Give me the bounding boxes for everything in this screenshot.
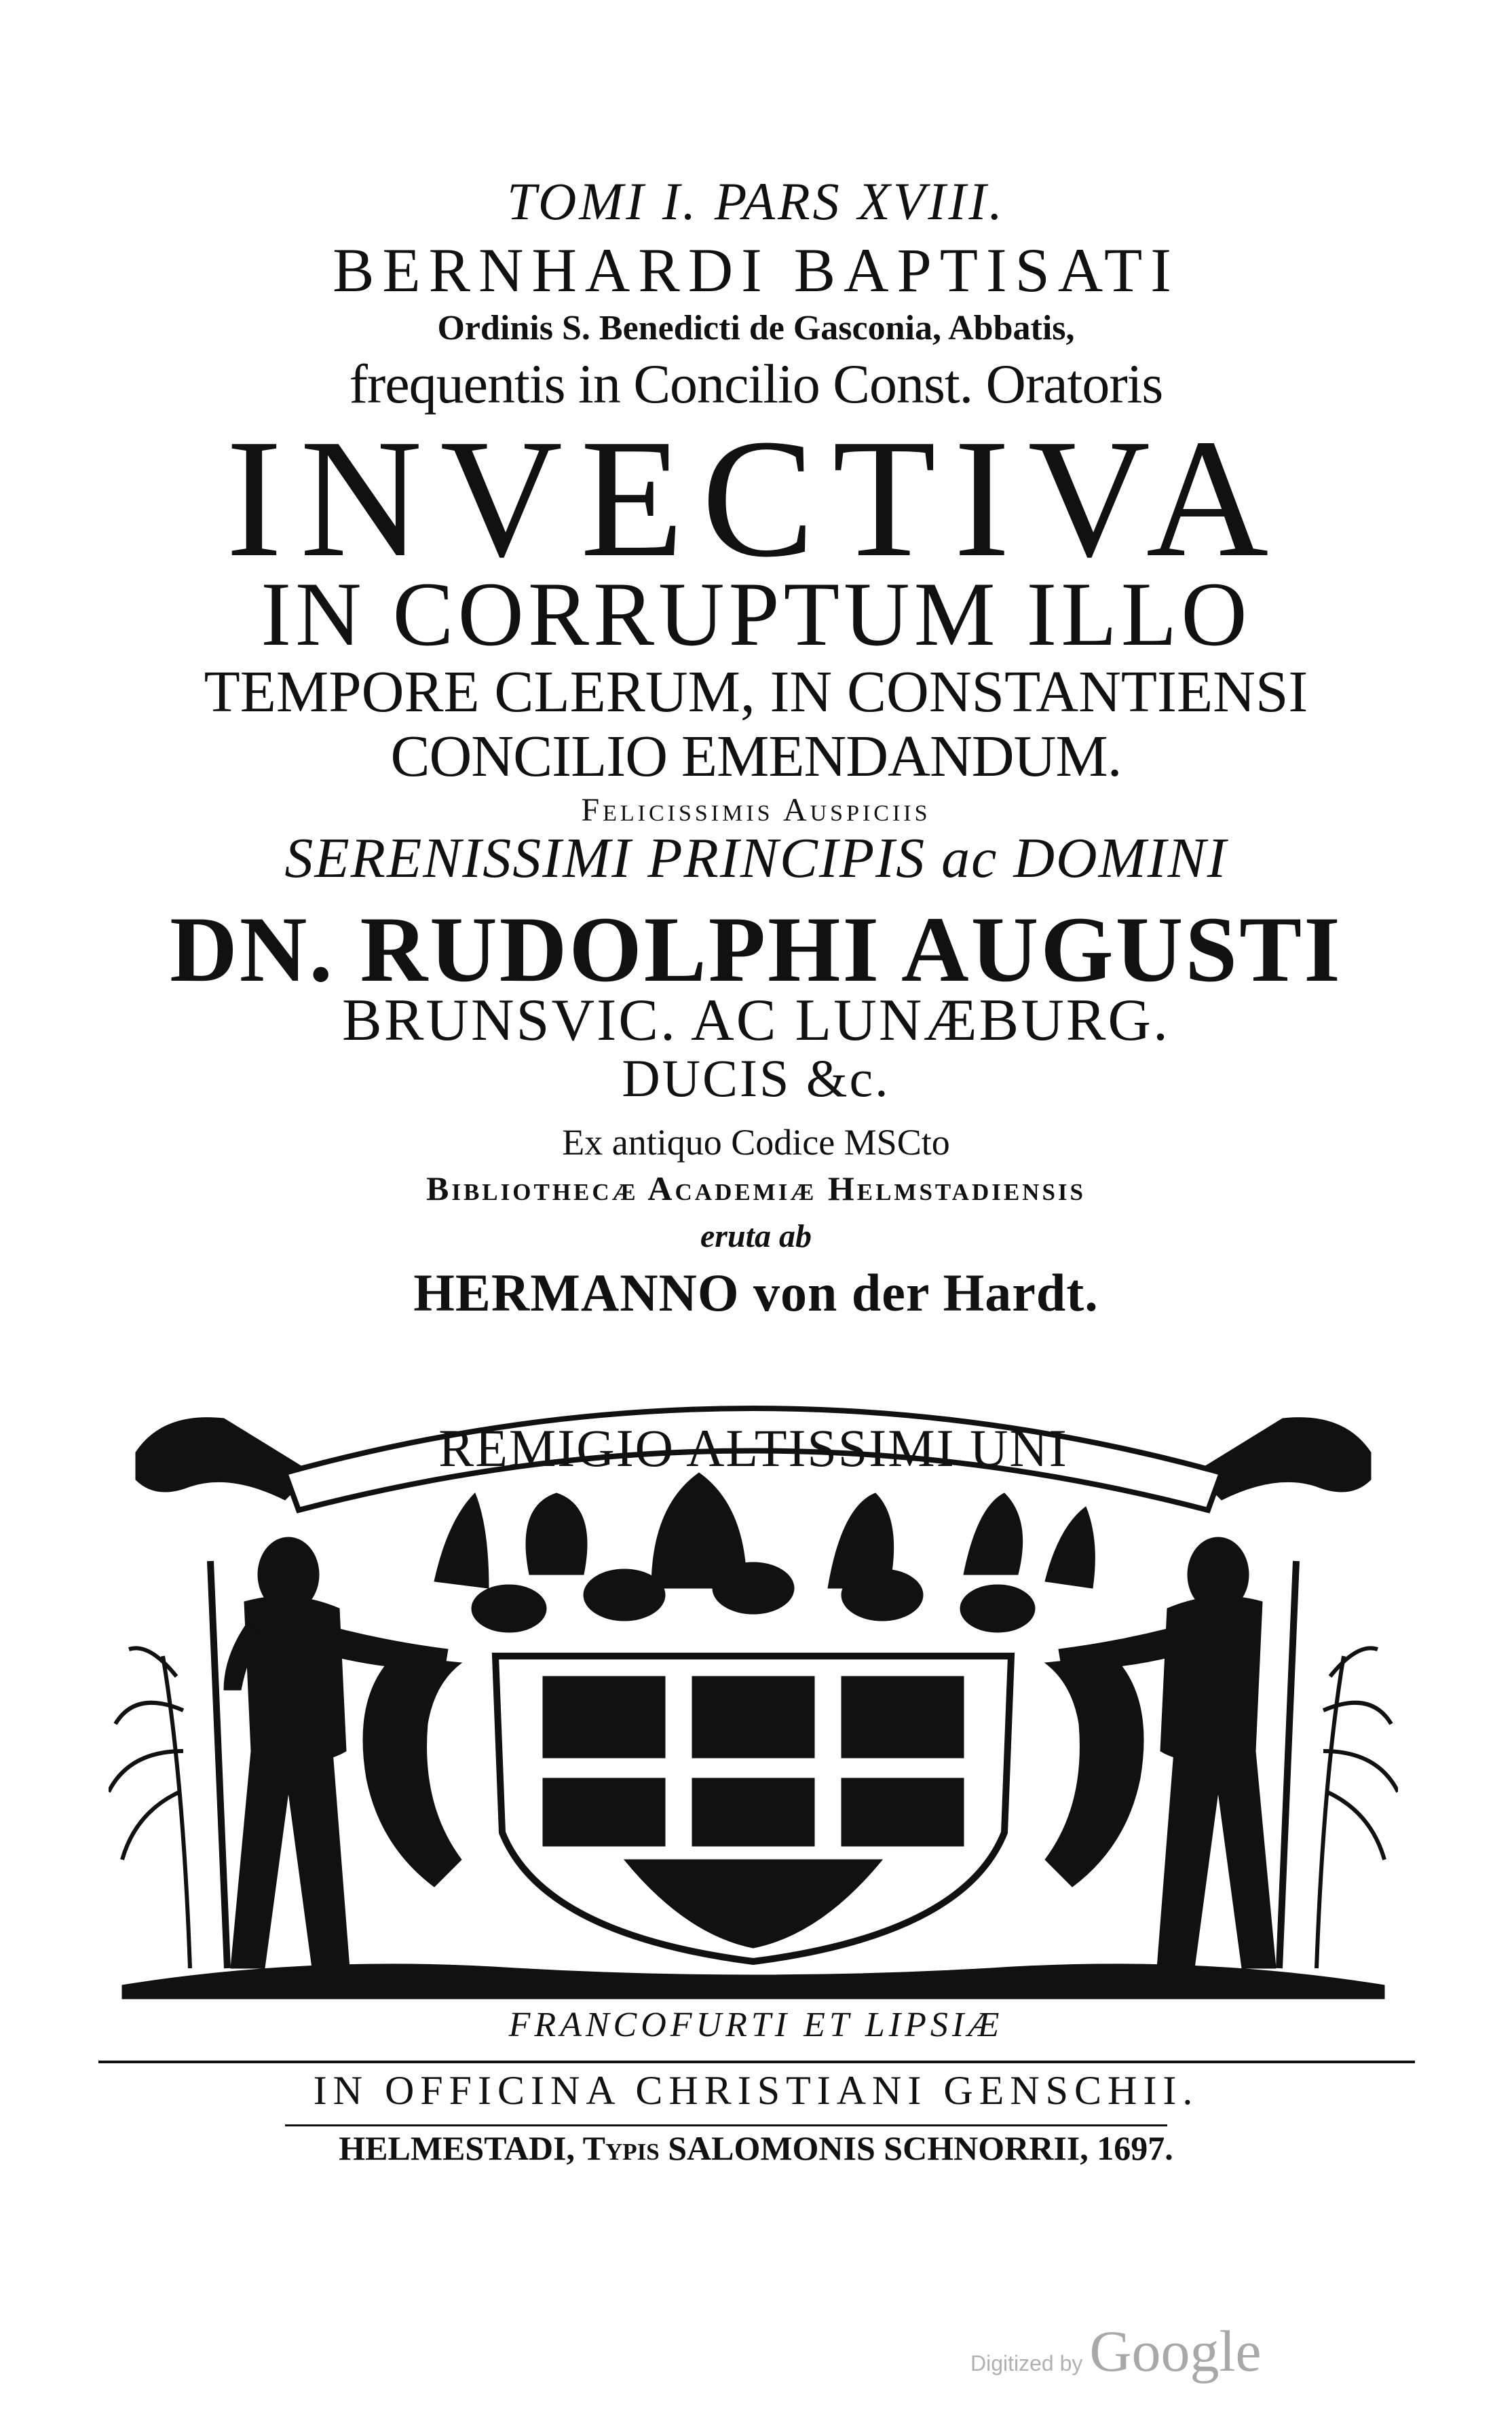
editor-name: HERMANNO von der Hardt.: [413, 1263, 1099, 1322]
subtitle-line-1: IN CORRUPTUM ILLO: [261, 564, 1251, 665]
imprint-rule-bottom: [285, 2124, 1167, 2126]
editor-intro: eruta ab: [700, 1218, 812, 1254]
imprint-rule-top: [98, 2061, 1415, 2063]
source-codex: Ex antiquo Codice MSCto: [562, 1122, 950, 1163]
google-logo: Google: [1089, 2318, 1262, 2384]
author-order: Ordinis S. Benedicti de Gasconia, Abbatis,: [437, 309, 1075, 348]
emblem-motto: REMIGIO ALTISSIMI UNI: [438, 1419, 1068, 1478]
dedicatee-name: DN. RUDOLPHI AUGUSTI: [170, 897, 1342, 1001]
subtitle-line-3: CONCILIO EMENDANDUM.: [390, 723, 1122, 789]
imprint-publisher: IN OFFICINA CHRISTIANI GENSCHII.: [313, 2068, 1199, 2113]
digitized-by-label: Digitized by: [970, 2351, 1083, 2375]
coat-of-arms-engraving: [109, 1371, 1398, 2002]
author-role: frequentis in Concilio Const. Oratoris: [349, 353, 1163, 415]
imprint-printer: HELMESTADI, Typis SALOMONIS SCHNORRII, 1697.: [339, 2129, 1173, 2167]
subtitle-line-2: TEMPORE CLERUM, IN CONSTANTIENSI: [204, 658, 1308, 724]
tomi-pars: TOMI I. PARS XVIII.: [507, 172, 1005, 231]
main-title: INVECTIVA: [225, 405, 1287, 593]
dedication-intro: Felicissimis Auspiciis: [581, 792, 931, 828]
dedication-title: SERENISSIMI PRINCIPIS ac DOMINI: [284, 827, 1228, 890]
dedicatee-rank: DUCIS &c.: [622, 1049, 890, 1108]
source-library: Bibliothecæ Academiæ Helmstadiensis: [426, 1169, 1086, 1207]
dedicatee-territory: BRUNSVIC. AC LUNÆBURG.: [342, 988, 1170, 1053]
author-name: BERNHARDI BAPTISATI: [333, 236, 1179, 305]
imprint-city: FRANCOFURTI ET LIPSIÆ: [508, 2006, 1004, 2044]
digitized-watermark: [970, 2317, 1262, 2385]
